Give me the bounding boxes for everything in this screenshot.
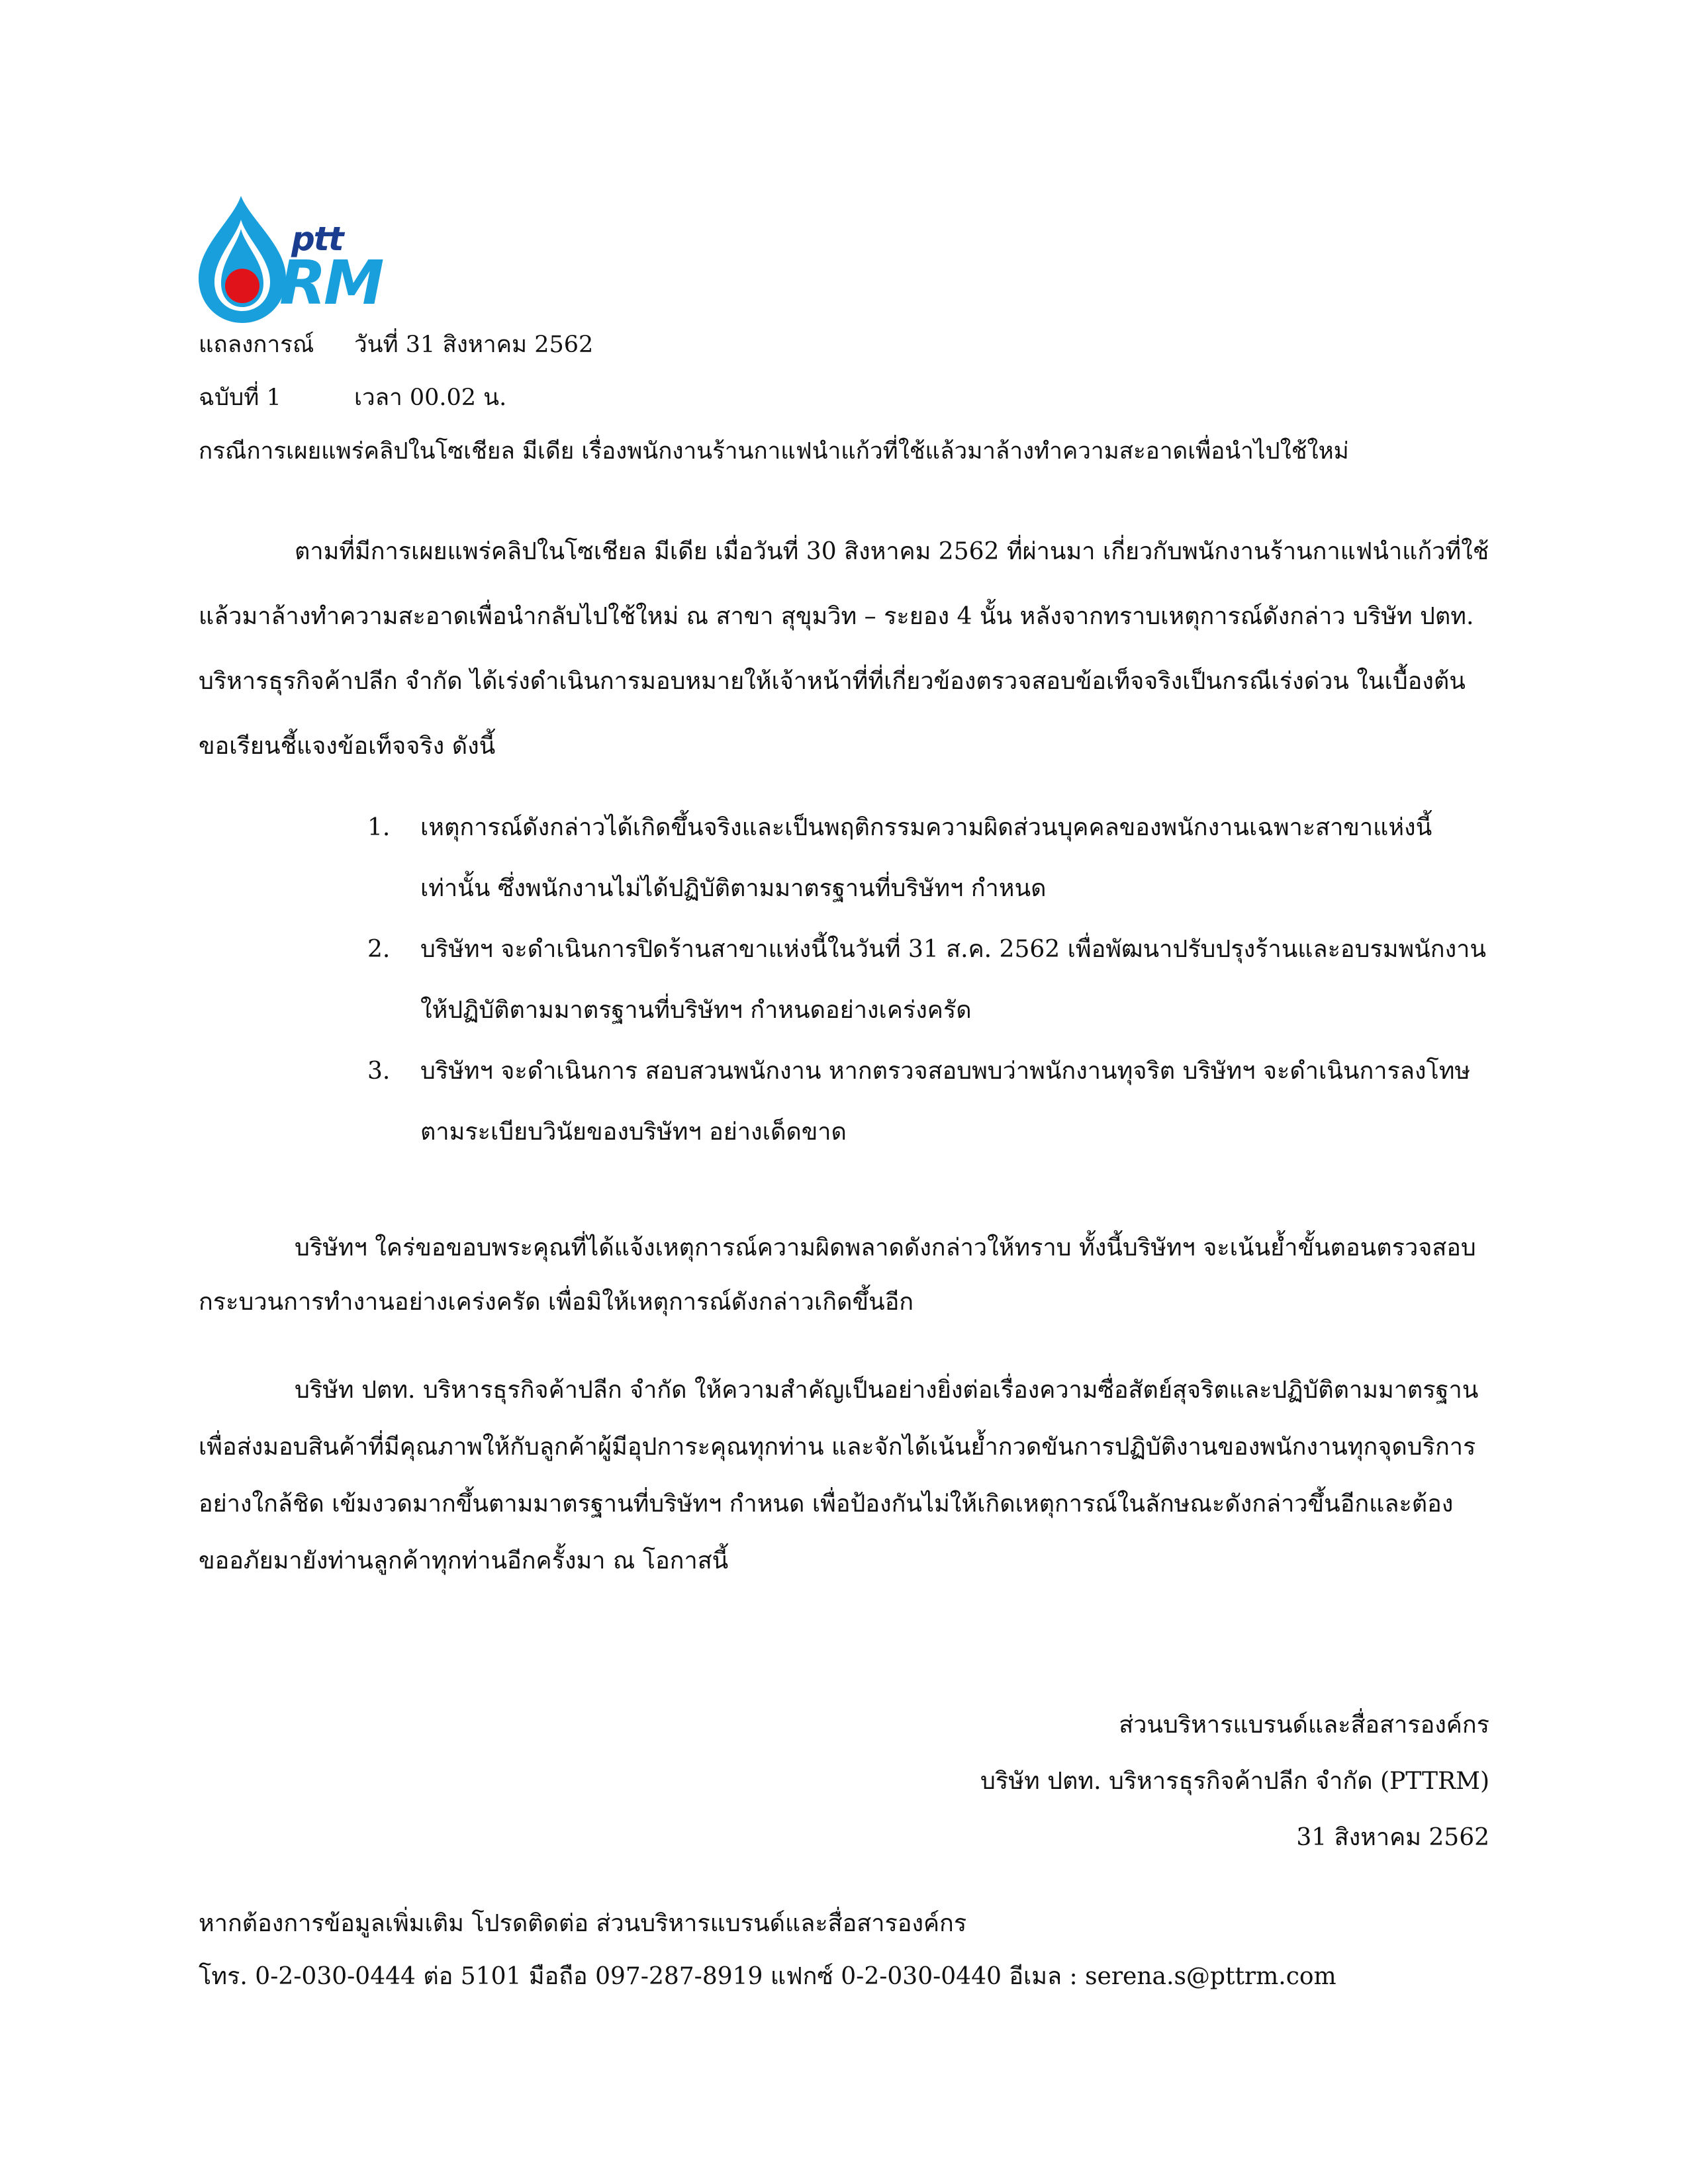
commitment-paragraph: บริษัท ปตท. บริหารธุรกิจค้าปลีก จำกัด ให้ความสำคัญเป็นอย่างยิ่งต่อเรื่องความซื่อสัตย์สุจริตและปฏิบัติตามมาตรฐานเพื่อส่งมอบสินค้าที่มีคุณภาพให้กับลูกค้าผู้มีอุปการะคุณทุกท่าน และจักได้เน้นย้ำกวดขันการปฏิบัติงานของพนักงานทุกจุดบริการอย่างใกล้ชิด เข้มงวดมากขึ้นตามมาตรฐานที่บริษัทฯ กำหนด เพื่อป้องกันไม่ให้เกิดเหตุการณ์ในลักษณะดังกล่าวขึ้นอีกและต้องขออภัยมายังท่านลูกค้าทุกท่านอีกครั้งมา ณ โอกาสนี้	[199, 1377, 1479, 1574]
list-item	[367, 797, 1493, 919]
statement-type-label: แถลงการณ์	[199, 332, 314, 358]
ptt-rm-logo	[193, 193, 412, 326]
contact-line-1: หากต้องการข้อมูลเพิ่มเติม โปรดติดต่อ ส่วนบริหารแบรนด์และสื่อสารองค์กร	[199, 1910, 967, 1937]
intro-paragraph: ตามที่มีการเผยแพร่คลิปในโซเชียล มีเดีย เมื่อวันที่ 30 สิงหาคม 2562 ที่ผ่านมา เกี่ยวกับพนักงานร้านกาแฟนำแก้วที่ใช้แล้วมาล้างทำความสะอาดเพื่อนำกลับไปใช้ใหม่ ณ สาขา สุขุมวิท – ระยอง 4 นั้น หลังจากทราบเหตุการณ์ดังกล่าว บริษัท ปตท. บริหารธุรกิจค้าปลีก จำกัด ได้เร่งดำเนินการมอบหมายให้เจ้าหน้าที่ที่เกี่ยวข้องตรวจสอบข้อเท็จจริงเป็นกรณีเร่งด่วน ในเบื้องต้นขอเรียนชี้แจงข้อเท็จจริง ดังนี้	[199, 538, 1489, 760]
signature-company: บริษัท ปตท. บริหารธุรกิจค้าปลีก จำกัด (PTTRM)	[980, 1768, 1489, 1795]
list-item-number: 2.	[367, 936, 391, 963]
issue-number: ฉบับที่ 1	[199, 385, 281, 411]
statement-subject: กรณีการเผยแพร่คลิปในโซเชียล มีเดีย เรื่องพนักงานร้านกาแฟนำแก้วที่ใช้แล้วมาล้างทำความสะอาดเพื่อนำไปใช้ใหม่	[199, 438, 1349, 465]
list-item-number: 1.	[367, 814, 391, 841]
signature-date: 31 สิงหาคม 2562	[1296, 1824, 1489, 1851]
list-item-text: บริษัทฯ จะดำเนินการ สอบสวนพนักงาน หากตรวจสอบพบว่าพนักงานทุจริต บริษัทฯ จะดำเนินการลงโทษตามระเบียบวินัยของบริษัทฯ อย่างเด็ดขาด	[420, 1058, 1471, 1146]
signature-department: ส่วนบริหารแบรนด์และสื่อสารองค์กร	[1119, 1711, 1489, 1739]
list-item-text: เหตุการณ์ดังกล่าวได้เกิดขึ้นจริงและเป็นพฤติกรรมความผิดส่วนบุคคลของพนักงานเฉพาะสาขาแห่งนี้เท่านั้น ซึ่งพนักงานไม่ได้ปฏิบัติตามมาตรฐานที่บริษัทฯ กำหนด	[420, 814, 1432, 902]
list-item-text: บริษัทฯ จะดำเนินการปิดร้านสาขาแห่งนี้ในวันที่ 31 ส.ค. 2562 เพื่อพัฒนาปรับปรุงร้านและอบรมพนักงานให้ปฏิบัติตามมาตรฐานที่บริษัทฯ กำหนดอย่างเคร่งครัด	[420, 936, 1486, 1024]
logo-rm-text: RM	[279, 248, 382, 318]
logo-ptt-text: ptt	[291, 220, 343, 258]
list-item-number: 3.	[367, 1058, 391, 1085]
statement-date: วันที่ 31 สิงหาคม 2562	[354, 332, 594, 358]
list-item	[367, 1041, 1493, 1163]
fact-list	[367, 797, 1493, 1163]
statement-time: เวลา 00.02 น.	[354, 385, 507, 411]
contact-line-2: โทร. 0-2-030-0444 ต่อ 5101 มือถือ 097-287-8919 แฟกซ์ 0-2-030-0440 อีเมล : serena.s@pttrm.com	[199, 1963, 1336, 1990]
list-item	[367, 919, 1493, 1041]
thanks-paragraph: บริษัทฯ ใคร่ขอขอบพระคุณที่ได้แจ้งเหตุการณ์ความผิดพลาดดังกล่าวให้ทราบ ทั้งนี้บริษัทฯ จะเน้นย้ำขั้นตอนตรวจสอบกระบวนการทำงานอย่างเคร่งครัด เพื่อมิให้เหตุการณ์ดังกล่าวเกิดขึ้นอีก	[199, 1234, 1476, 1316]
